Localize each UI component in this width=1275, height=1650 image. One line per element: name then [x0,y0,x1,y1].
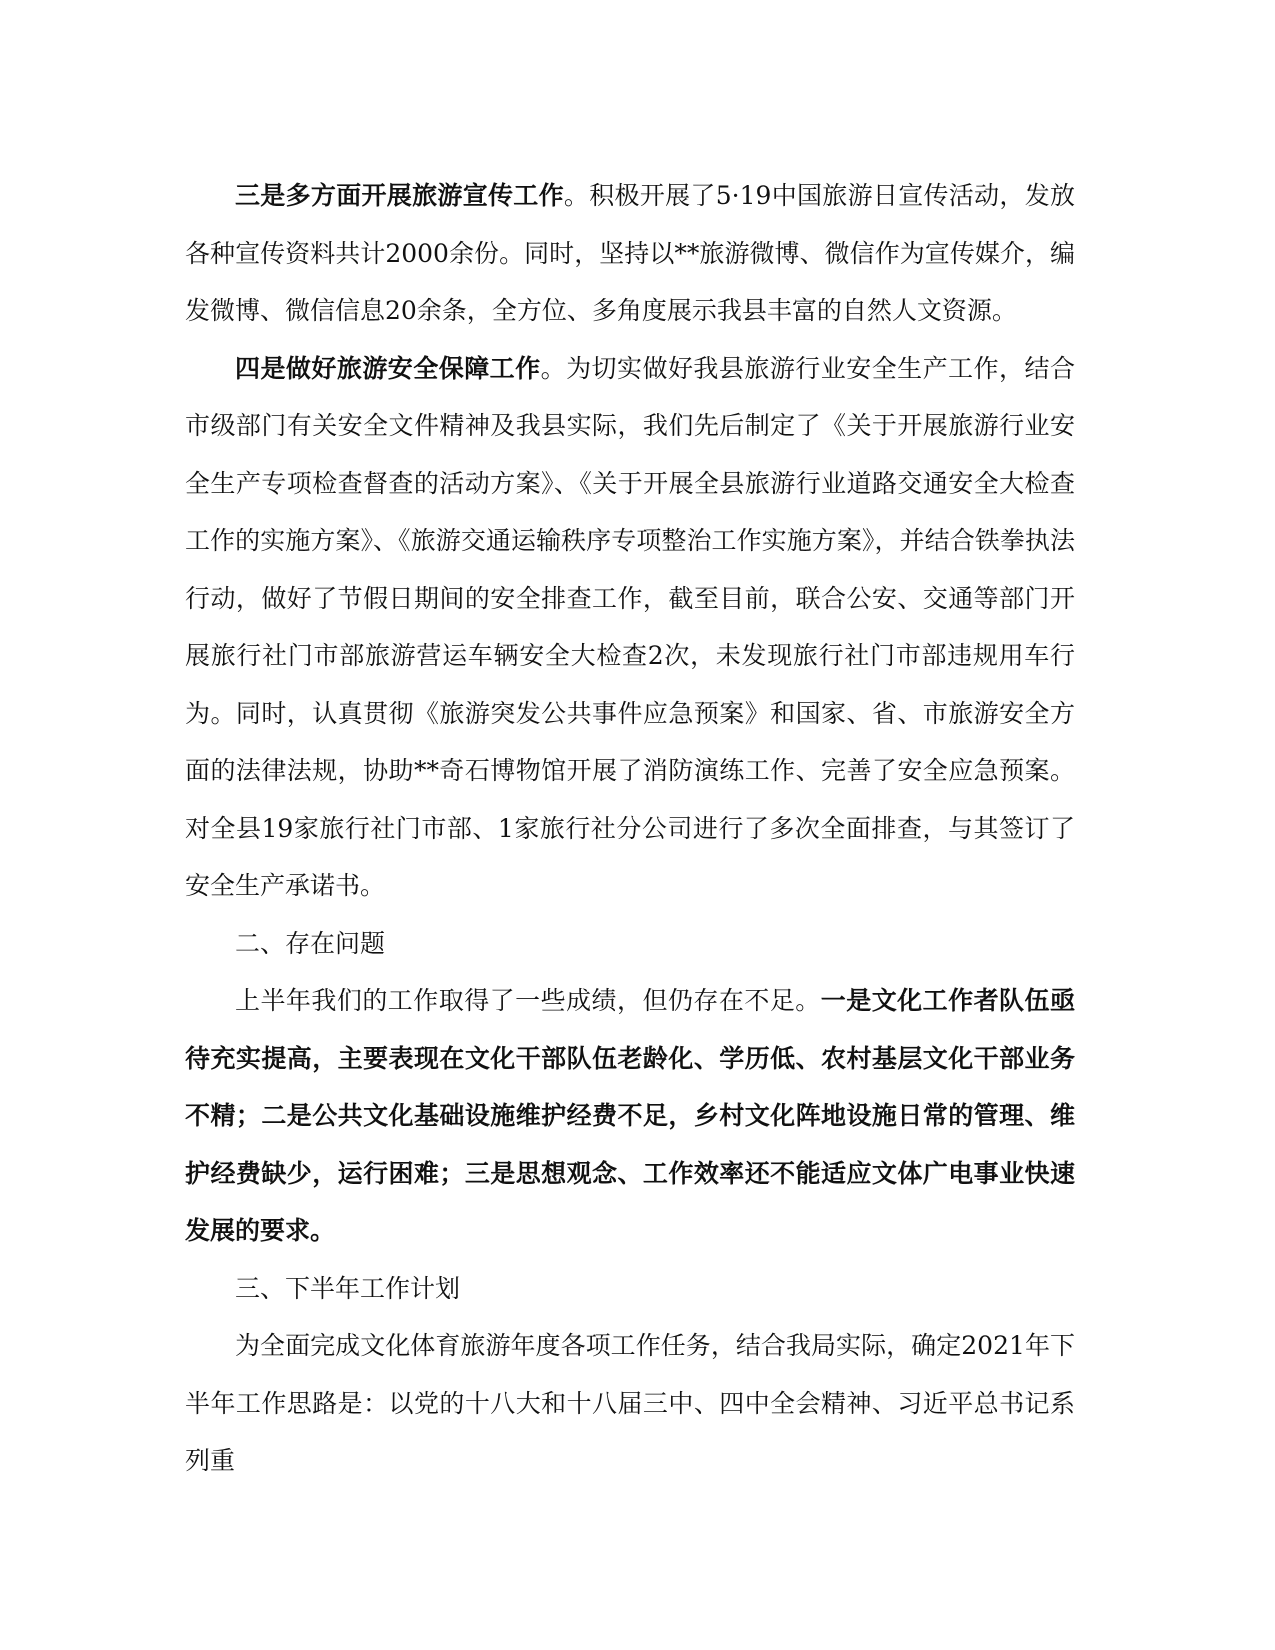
paragraph-tourism-promotion [185,167,1075,340]
document-body [185,167,1075,1490]
paragraph-lead-bold: 四是做好旅游安全保障工作 [235,353,541,383]
paragraph-tourism-safety [185,340,1075,915]
paragraph-problems [185,972,1075,1260]
paragraph-text: 。积极开展了5·19中国旅游日宣传活动，发放各种宣传资料共计2000余份。同时，坚持以**旅游微博、微信作为宣传媒介，编发微博、微信信息20余条，全方位、多角度展示我县丰富的自然人文资源。 [185,181,1075,325]
paragraph-text: 。为切实做好我县旅游行业安全生产工作，结合市级部门有关安全文件精神及我县实际，我们先后制定了《关于开展旅游行业安全生产专项检查督查的活动方案》、《关于开展全县旅游行业道路交通安全大检查工作的实施方案》、《旅游交通运输秩序专项整治工作实施方案》，并结合铁拳执法行动，做好了节假日期间的安全排查工作，截至目前，联合公安、交通等部门开展旅行社门市部旅游营运车辆安全大检查2次，未发现旅行社门市部违规用车行为。同时，认真贯彻《旅游突发公共事件应急预案》和国家、省、市旅游安全方面的法律法规，协助**奇石博物馆开展了消防演练工作、完善了安全应急预案。对全县19家旅行社门市部、1家旅行社分公司进行了多次全面排查，与其签订了安全生产承诺书。 [185,353,1075,900]
paragraph-bold-text: 一是文化工作者队伍亟待充实提高，主要表现在文化干部队伍老龄化、学历低、农村基层文化干部业务不精；二是公共文化基础设施维护经费不足，乡村文化阵地设施日常的管理、维护经费缺少，运行困难；三是思想观念、工作效率还不能适应文体广电事业快速发展的要求。 [185,986,1075,1245]
paragraph-lead-bold: 三是多方面开展旅游宣传工作 [235,181,564,210]
section-heading-plan: 三、下半年工作计划 [235,1273,461,1303]
paragraph-plan: 为全面完成文化体育旅游年度各项工作任务，结合我局实际，确定2021年下半年工作思路是：以党的十八大和十八届三中、四中全会精神、习近平总书记系列重 [185,1331,1075,1475]
paragraph-text: 上半年我们的工作取得了一些成绩，但仍存在不足。 [235,986,821,1015]
section-heading-problems: 二、存在问题 [235,928,386,958]
